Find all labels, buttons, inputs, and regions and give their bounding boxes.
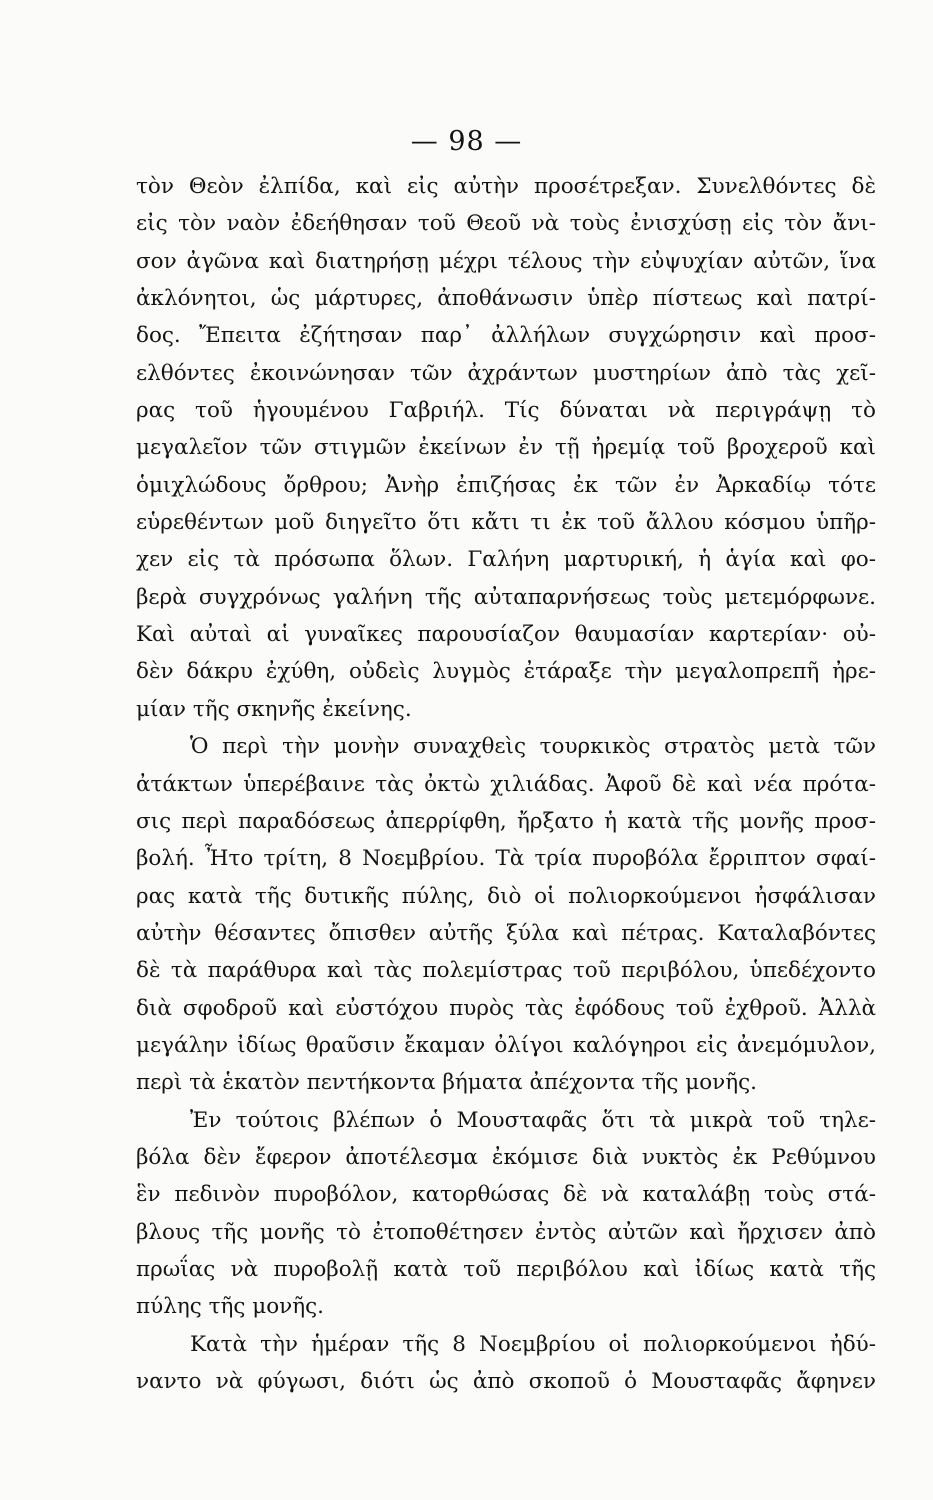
text-line: αὐτὴν θέσαντες ὄπισθεν αὐτῆς ξύλα καὶ πέτρας. Καταλαβόντες: [136, 920, 876, 946]
body-text: [136, 168, 876, 1400]
text-line: Καὶ αὐταὶ αἱ γυναῖκες παρουσίαζον θαυμασίαν καρτερίαν· οὐ-: [136, 622, 876, 648]
text-line: εἰς τὸν ναὸν ἐδεήθησαν τοῦ Θεοῦ νὰ τοὺς ἐνισχύσῃ εἰς τὸν ἄνι-: [136, 211, 876, 237]
text-line: δος. Ἔπειτα ἐζήτησαν παρ᾽ ἀλλήλων συγχώρησιν καὶ προσ-: [136, 323, 876, 349]
text-line: διὰ σφοδροῦ καὶ εὐστόχου πυρὸς τὰς ἐφόδους τοῦ ἐχθροῦ. Ἀλλὰ: [136, 995, 876, 1021]
text-line: ναντο νὰ φύγωσι, διότι ὡς ἀπὸ σκοποῦ ὁ Μουσταφᾶς ἄφηνεν: [136, 1369, 876, 1394]
text-line: βερὰ συγχρόνως γαλήνη τῆς αὐταπαρνήσεως τοὺς μετεμόρφωνε.: [136, 584, 876, 610]
text-line: βόλα δὲν ἔφερον ἀποτέλεσμα ἐκόμισε διὰ νυκτὸς ἐκ Ρεθύμνου: [136, 1144, 876, 1170]
text-line: Ἐν τούτοις βλέπων ὁ Μουσταφᾶς ὅτι τὰ μικρὰ τοῦ τηλε-: [190, 1107, 876, 1133]
text-line: δὲν δάκρυ ἐχύθη, οὐδεὶς λυγμὸς ἐτάραξε τὴν μεγαλοπρεπῆ ἠρε-: [136, 659, 876, 685]
text-line: βολή. Ἦτο τρίτη, 8 Νοεμβρίου. Τὰ τρία πυροβόλα ἔρριπτον σφαί-: [136, 846, 876, 872]
text-line: σις περὶ παραδόσεως ἀπερρίφθη, ἤρξατο ἡ κατὰ τῆς μονῆς προσ-: [136, 808, 876, 834]
text-line: ὁμιχλώδους ὄρθρου; Ἀνὴρ ἐπιζήσας ἐκ τῶν ἐν Ἀρκαδίῳ τότε: [136, 472, 876, 498]
text-line: χεν εἰς τὰ πρόσωπα ὅλων. Γαλήνη μαρτυρική, ἡ ἁγία καὶ φο-: [136, 547, 876, 573]
text-line: τὸν Θεὸν ἐλπίδα, καὶ εἰς αὐτὴν προσέτρεξαν. Συνελθόντες δὲ: [136, 174, 876, 199]
text-line: βλους τῆς μονῆς τὸ ἐτοποθέτησεν ἐντὸς αὐτῶν καὶ ἤρχισεν ἀπὸ: [136, 1219, 876, 1245]
text-line: Ὁ περὶ τὴν μονὴν συναχθεὶς τουρκικὸς στρατὸς μετὰ τῶν: [190, 734, 876, 760]
text-line: μεγάλην ἰδίως θραῦσιν ἔκαμαν ὀλίγοι καλόγηροι εἰς ἀνεμόμυλον,: [136, 1032, 876, 1058]
text-line: δὲ τὰ παράθυρα καὶ τὰς πολεμίστρας τοῦ περιβόλου, ὑπεδέχοντο: [136, 958, 876, 984]
text-line: ἓν πεδινὸν πυροβόλον, κατορθώσας δὲ νὰ καταλάβῃ τοὺς στά-: [136, 1182, 876, 1208]
text-line: μίαν τῆς σκηνῆς ἐκείνης.: [136, 696, 412, 722]
text-line: σον ἀγῶνα καὶ διατηρήσῃ μέχρι τέλους τὴν εὐψυχίαν αὐτῶν, ἵνα: [136, 248, 876, 274]
text-line: ρας τοῦ ἡγουμένου Γαβριήλ. Τίς δύναται νὰ περιγράψῃ τὸ: [136, 398, 876, 424]
page-number: — 98 —: [410, 126, 523, 157]
text-line: περὶ τὰ ἑκατὸν πεντήκοντα βήματα ἀπέχοντα τῆς μονῆς.: [136, 1070, 757, 1096]
text-line: ρας κατὰ τῆς δυτικῆς πύλης, διὸ οἱ πολιορκούμενοι ἠσφάλισαν: [136, 883, 876, 909]
text-line: εὑρεθέντων μοῦ διηγεῖτο ὅτι κἄτι τι ἐκ τοῦ ἄλλου κόσμου ὑπῆρ-: [136, 510, 876, 536]
text-line: πρωΐας νὰ πυροβολῇ κατὰ τοῦ περιβόλου καὶ ἰδίως κατὰ τῆς: [136, 1256, 876, 1282]
text-line: ἀκλόνητοι, ὡς μάρτυρες, ἀποθάνωσιν ὑπὲρ πίστεως καὶ πατρί-: [136, 286, 876, 312]
text-line: πύλης τῆς μονῆς.: [136, 1294, 324, 1320]
text-line: ελθόντες ἐκοινώνησαν τῶν ἀχράντων μυστηρίων ἀπὸ τὰς χεῖ-: [136, 360, 876, 386]
text-line: ἀτάκτων ὑπερέβαινε τὰς ὀκτὼ χιλιάδας. Ἀφοῦ δὲ καὶ νέα πρότα-: [136, 771, 876, 797]
text-line: μεγαλεῖον τῶν στιγμῶν ἐκείνων ἐν τῇ ἠρεμίᾳ τοῦ βροχεροῦ καὶ: [136, 435, 876, 461]
text-line: Κατὰ τὴν ἡμέραν τῆς 8 Νοεμβρίου οἱ πολιορκούμενοι ἠδύ-: [190, 1331, 876, 1357]
